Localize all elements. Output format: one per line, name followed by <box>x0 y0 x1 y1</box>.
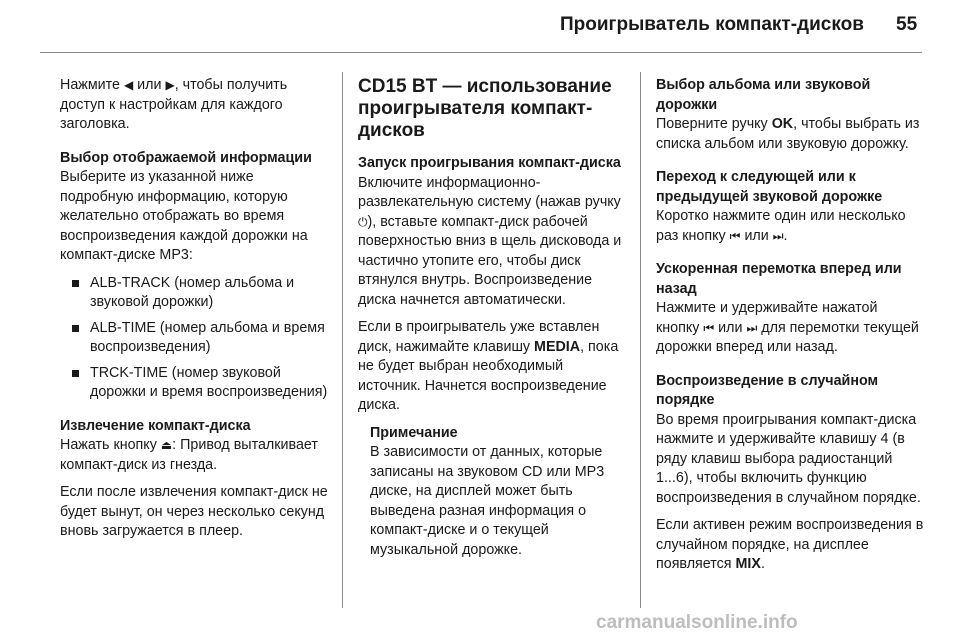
display-info-text: Выберите из указанной ниже подробную информацию, которую желательно отображать во время воспроизведения каждой дорожки на компакт-диске MP3: <box>60 169 308 263</box>
display-options-list <box>60 274 328 403</box>
next-track-heading: Переход к следующей или к предыдущей звуковой дорожке <box>656 169 883 205</box>
list-item: ALB-TRACK (номер альбома и звуковой дорожки) <box>72 274 328 313</box>
next-track-text: Коротко нажмите один или несколько раз кнопку ⏮ или ⏭. <box>656 208 906 244</box>
watermark: carmanualsonline.info <box>596 612 798 633</box>
note-box <box>358 424 626 561</box>
section-title: CD15 BT — использование проигрывателя компакт-дисков <box>358 76 612 141</box>
bullet-icon <box>72 280 79 287</box>
album-select-text: Поверните ручку OK, чтобы выбрать из списка альбом или звуковую дорожку. <box>656 116 920 152</box>
note-text: В зависимости от данных, которые записаны на звуковом CD или MP3 диске, на дисплей может быть выведена разная информация о компакт-диске и о текущей музыкальной дорожке. <box>370 444 605 558</box>
eject-icon: ⏏ <box>160 438 173 452</box>
random-play-text: Во время проигрывания компакт-диска нажмите и удерживайте клавишу 4 (в ряду клавиш выбора радиостанций 1...6), чтобы включить функцию воспроизведения в случайном порядке. <box>656 411 921 506</box>
column-1 <box>60 76 328 550</box>
start-playback-text: Включите информационно-развлекательную систему (нажав ручку ⏻), вставьте компакт-диск рабочей поверхностью вниз в щель дисковода и частично утопите его, чтобы диск втянулся внутрь. Воспроизведение диска начнется автоматически. <box>358 174 622 308</box>
list-item: TRCK-TIME (номер звуковой дорожки и время воспроизведения) <box>72 364 328 403</box>
header-divider <box>40 52 922 53</box>
fast-forward-heading: Ускоренная перемотка вперед или назад <box>656 261 902 297</box>
right-arrow-icon: ▶ <box>165 78 175 92</box>
eject-text-2: Если после извлечения компакт-диск не будет вынут, он через несколько секунд вновь загружается в плеер. <box>60 484 328 539</box>
album-select-heading: Выбор альбома или звуковой дорожки <box>656 77 871 113</box>
list-item: ALB-TIME (номер альбома и время воспроизведения) <box>72 319 328 358</box>
intro-paragraph: Нажмите ◀ или ▶, чтобы получить доступ к настройкам для каждого заголовка. <box>60 77 288 132</box>
random-play-heading: Воспроизведение в случайном порядке <box>656 372 879 408</box>
fast-forward-text: Нажмите и удерживайте нажатой кнопку ⏮ или ⏭ для перемотки текущей дорожки вперед или назад. <box>656 300 919 355</box>
next-track-icon: ⏭ <box>746 320 758 335</box>
page-number: 55 <box>896 14 918 35</box>
start-playback-heading: Запуск проигрывания компакт-диска <box>358 155 621 171</box>
column-2 <box>358 76 626 568</box>
eject-heading: Извлечение компакт-диска <box>60 417 251 434</box>
disc-inserted-text: Если в проигрыватель уже вставлен диск, нажимайте клавишу MEDIA, пока не будет выбран необходимый источник. Начнется воспроизведение диска. <box>358 319 619 413</box>
bullet-icon <box>72 370 79 377</box>
previous-track-icon: ⏮ <box>703 320 715 335</box>
previous-track-icon: ⏮ <box>729 228 741 243</box>
display-info-heading: Выбор отображаемой информации <box>60 149 312 166</box>
mix-text: Если активен режим воспроизведения в случайном порядке, на дисплее появляется MIX. <box>656 517 924 572</box>
eject-text: Нажать кнопку ⏏: Привод выталкивает компакт-диск из гнезда. <box>60 437 318 473</box>
note-title: Примечание <box>370 424 458 441</box>
left-arrow-icon: ◀ <box>123 78 134 92</box>
bullet-icon <box>72 325 79 332</box>
column-divider <box>342 72 343 608</box>
power-icon: ⏻ <box>358 214 368 229</box>
column-divider <box>640 72 641 608</box>
page-header-title: Проигрыватель компакт-дисков <box>560 14 864 35</box>
next-track-icon: ⏭ <box>772 228 784 243</box>
column-3 <box>656 76 924 583</box>
